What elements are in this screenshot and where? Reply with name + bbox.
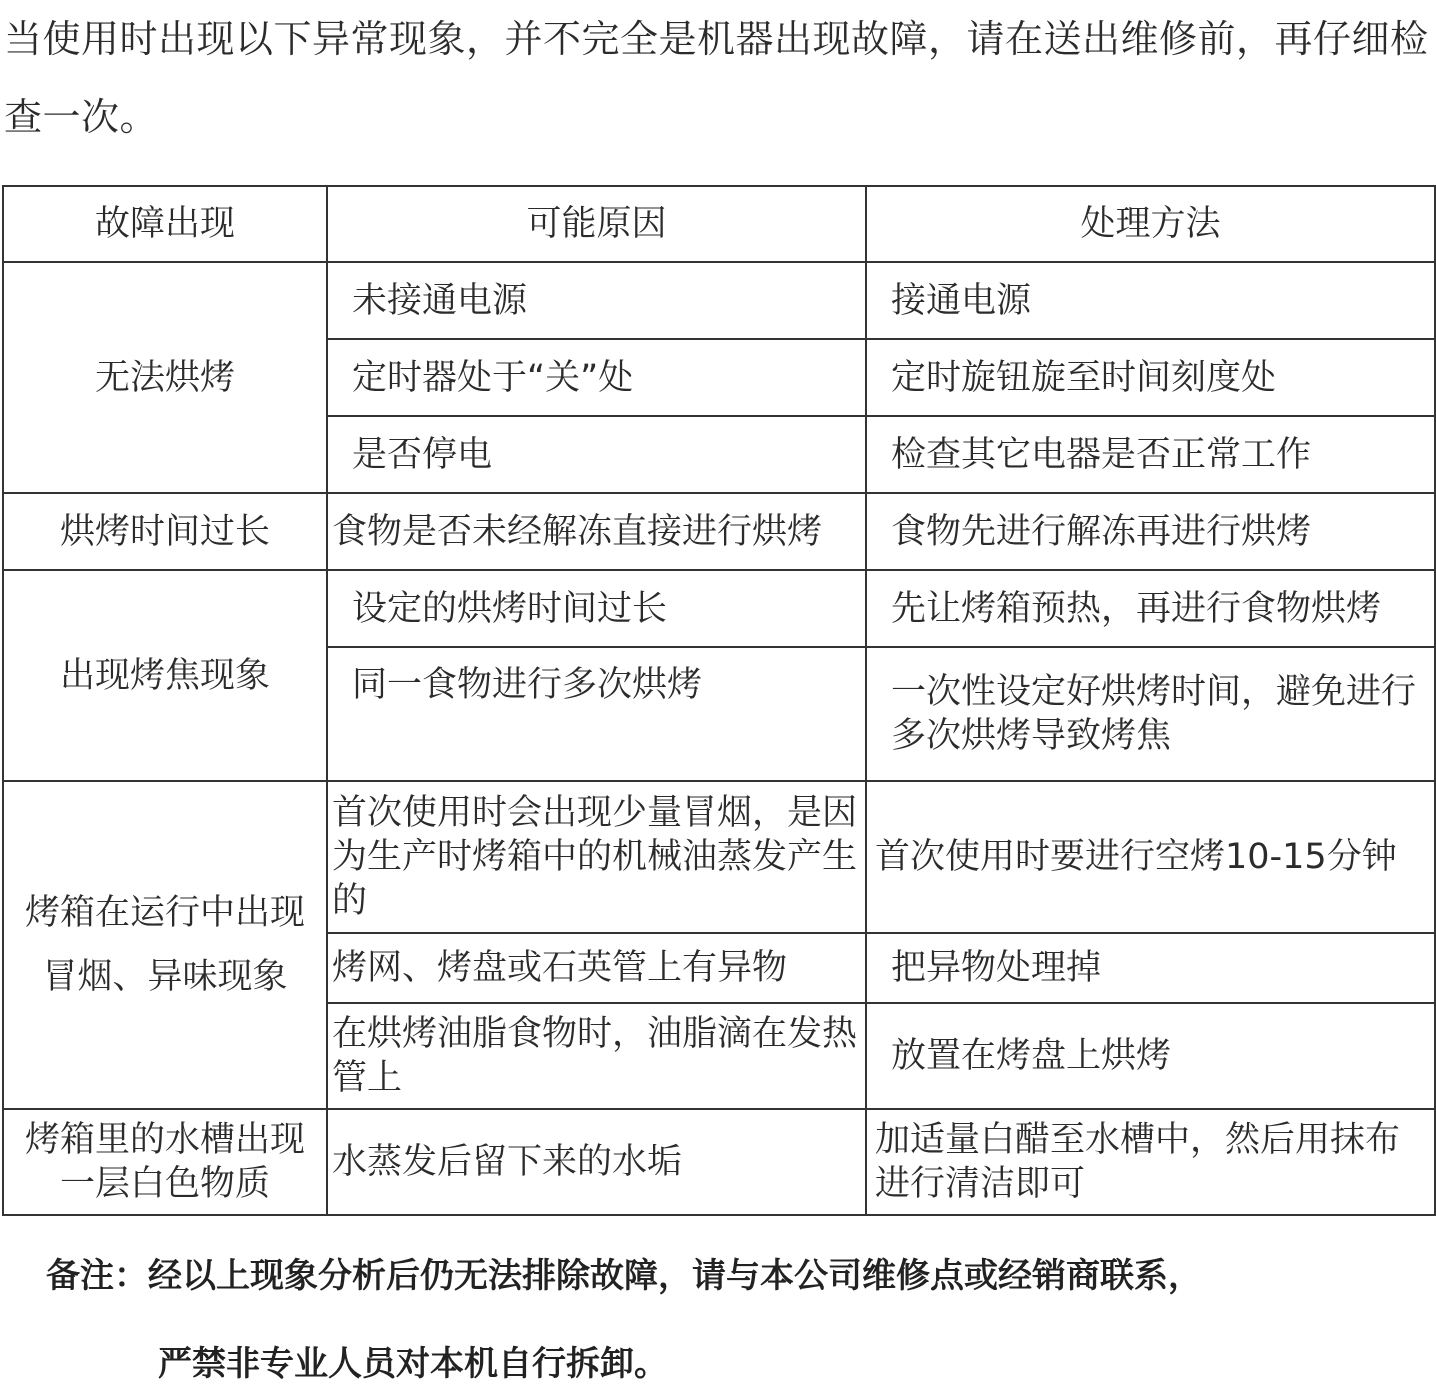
cause-cell: 设定的烘烤时间过长 [327, 570, 866, 647]
cause-cell: 同一食物进行多次烘烤 [327, 647, 866, 781]
solution-cell: 先让烤箱预热，再进行食物烘烤 [866, 570, 1435, 647]
solution-cell: 一次性设定好烘烤时间，避免进行多次烘烤导致烤焦 [866, 647, 1435, 781]
note-line-2: 严禁非专业人员对本机自行拆卸。 [158, 1344, 668, 1384]
table-row [3, 1109, 1435, 1215]
fault-cell: 出现烤焦现象 [3, 570, 327, 781]
solution-cell: 把异物处理掉 [866, 933, 1435, 1003]
solution-cell: 食物先进行解冻再进行烘烤 [866, 493, 1435, 570]
note-line-1: 备注：经以上现象分析后仍无法排除故障，请与本公司维修点或经销商联系， [46, 1256, 1202, 1296]
fault-cell: 无法烘烤 [3, 262, 327, 493]
solution-cell: 首次使用时要进行空烤10-15分钟 [866, 781, 1435, 933]
fault-cell: 烘烤时间过长 [3, 493, 327, 570]
fault-cell: 烤箱里的水槽出现一层白色物质 [3, 1109, 327, 1215]
solution-cell: 检查其它电器是否正常工作 [866, 416, 1435, 493]
header-fault: 故障出现 [3, 186, 327, 262]
fault-cell: 烤箱在运行中出现冒烟、异味现象 [3, 781, 327, 1109]
table-row [3, 570, 1435, 647]
cause-cell: 未接通电源 [327, 262, 866, 339]
header-solution: 处理方法 [866, 186, 1435, 262]
header-cause: 可能原因 [327, 186, 866, 262]
cause-cell: 定时器处于“关”处 [327, 339, 866, 416]
table-row [3, 781, 1435, 933]
solution-cell: 加适量白醋至水槽中，然后用抹布进行清洁即可 [866, 1109, 1435, 1215]
intro-paragraph: 当使用时出现以下异常现象，并不完全是机器出现故障，请在送出维修前，再仔细检查一次。 [4, 17, 1429, 139]
solution-cell: 放置在烤盘上烘烤 [866, 1003, 1435, 1109]
cause-cell: 烤网、烤盘或石英管上有异物 [327, 933, 866, 1003]
table-header-row [3, 186, 1435, 262]
cause-cell: 水蒸发后留下来的水垢 [327, 1109, 866, 1215]
solution-cell: 接通电源 [866, 262, 1435, 339]
table-row [3, 493, 1435, 570]
cause-cell: 食物是否未经解冻直接进行烘烤 [327, 493, 866, 570]
troubleshooting-table [2, 185, 1436, 1216]
cause-cell: 首次使用时会出现少量冒烟，是因为生产时烤箱中的机械油蒸发产生的 [327, 781, 866, 933]
cause-cell: 是否停电 [327, 416, 866, 493]
table-row [3, 262, 1435, 339]
cause-cell: 在烘烤油脂食物时，油脂滴在发热管上 [327, 1003, 866, 1109]
solution-cell: 定时旋钮旋至时间刻度处 [866, 339, 1435, 416]
